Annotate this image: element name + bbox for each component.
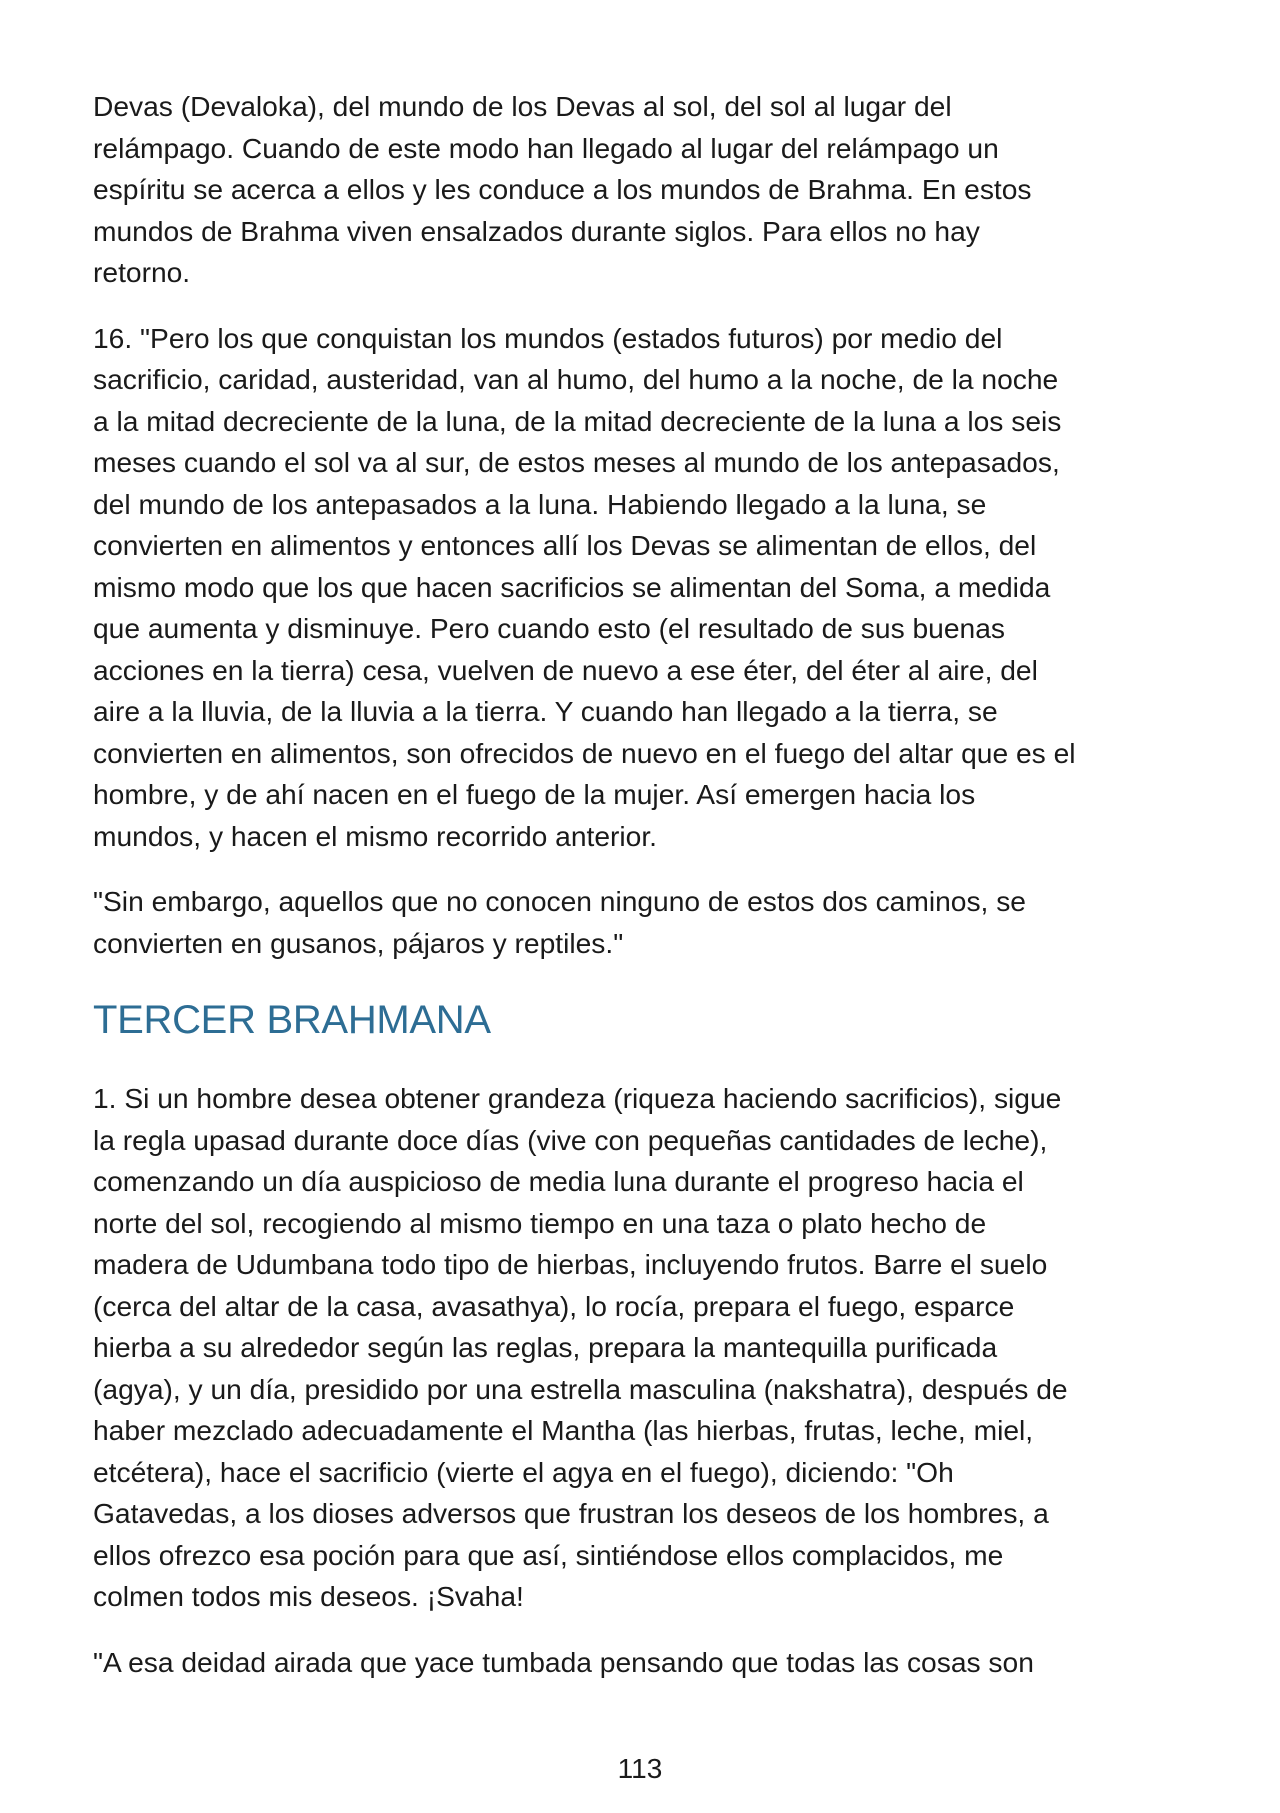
page-number: 113 bbox=[617, 1753, 663, 1784]
section-heading: TERCER BRAHMANA bbox=[93, 998, 491, 1042]
paragraph-1: 1. Si un hombre desea obtener grandeza (riqueza haciendo sacrificios), sigue la regla upasad durante doce días (vive con pequeñas cantidades de leche), comenzando un día auspicioso de media luna durante el progreso hacia el norte del sol, recogiendo al mismo tiempo en una taza o plato hecho de madera de Udumbana todo tipo de hierbas, incluyendo frutos. Barre el suelo (cerca del altar de la casa, avasathya), lo rocía, prepara el fuego, esparce hierba a su alrededor según las reglas, prepara la mantequilla purificada (agya), y un día, presidido por una estrella masculina (nakshatra), después de haber mezclado adecuadamente el Mantha (las hierbas, frutas, leche, miel, etcétera), hace el sacrificio (vierte el agya en el fuego), diciendo: "Oh Gatavedas, a los dioses adversos que frustran los deseos de los hombres, a ellos ofrezco esa poción para que así, sintiéndose ellos complacidos, me colmen todos mis deseos. ¡Svaha! bbox=[93, 1082, 1068, 1612]
paragraph-deidad-airada: "A esa deidad airada que yace tumbada pensando que todas las cosas son bbox=[93, 1645, 1034, 1678]
page-body bbox=[93, 86, 1203, 1707]
paragraph-16: 16. "Pero los que conquistan los mundos (estados futuros) por medio del sacrificio, caridad, austeridad, van al humo, del humo a la noche, de la noche a la mitad decreciente de la luna, de la mitad decreciente de la luna a los seis meses cuando el sol va al sur, de estos meses al mundo de los antepasados, del mundo de los antepasados a la luna. Habiendo llegado a la luna, se convierten en alimentos y entonces allí los Devas se alimentan de ellos, del mismo modo que los que hacen sacrificios se alimentan del Soma, a medida que aumenta y disminuye. Pero cuando esto (el resultado de sus buenas acciones en la tierra) cesa, vuelven de nuevo a ese éter, del éter al aire, del aire a la lluvia, de la lluvia a la tierra. Y cuando han llegado a la tierra, se convierten en alimentos, son ofrecidos de nuevo en el fuego del altar que es el hombre, y de ahí nacen en el fuego de la mujer. Así emergen hacia los mundos, y hacen el mismo recorrido anterior. bbox=[93, 321, 1076, 852]
paragraph-sin-embargo: "Sin embargo, aquellos que no conocen ninguno de estos dos caminos, se convierten en gusanos, pájaros y reptiles." bbox=[93, 885, 1026, 959]
paragraph-devas-continuation: Devas (Devaloka), del mundo de los Devas al sol, del sol al lugar del relámpago. Cuando de este modo han llegado al lugar del relámpago un espíritu se acerca a ellos y les conduce a los mundos de Brahma. En estos mundos de Brahma viven ensalzados durante siglos. Para ellos no hay retorno. bbox=[93, 90, 1032, 288]
